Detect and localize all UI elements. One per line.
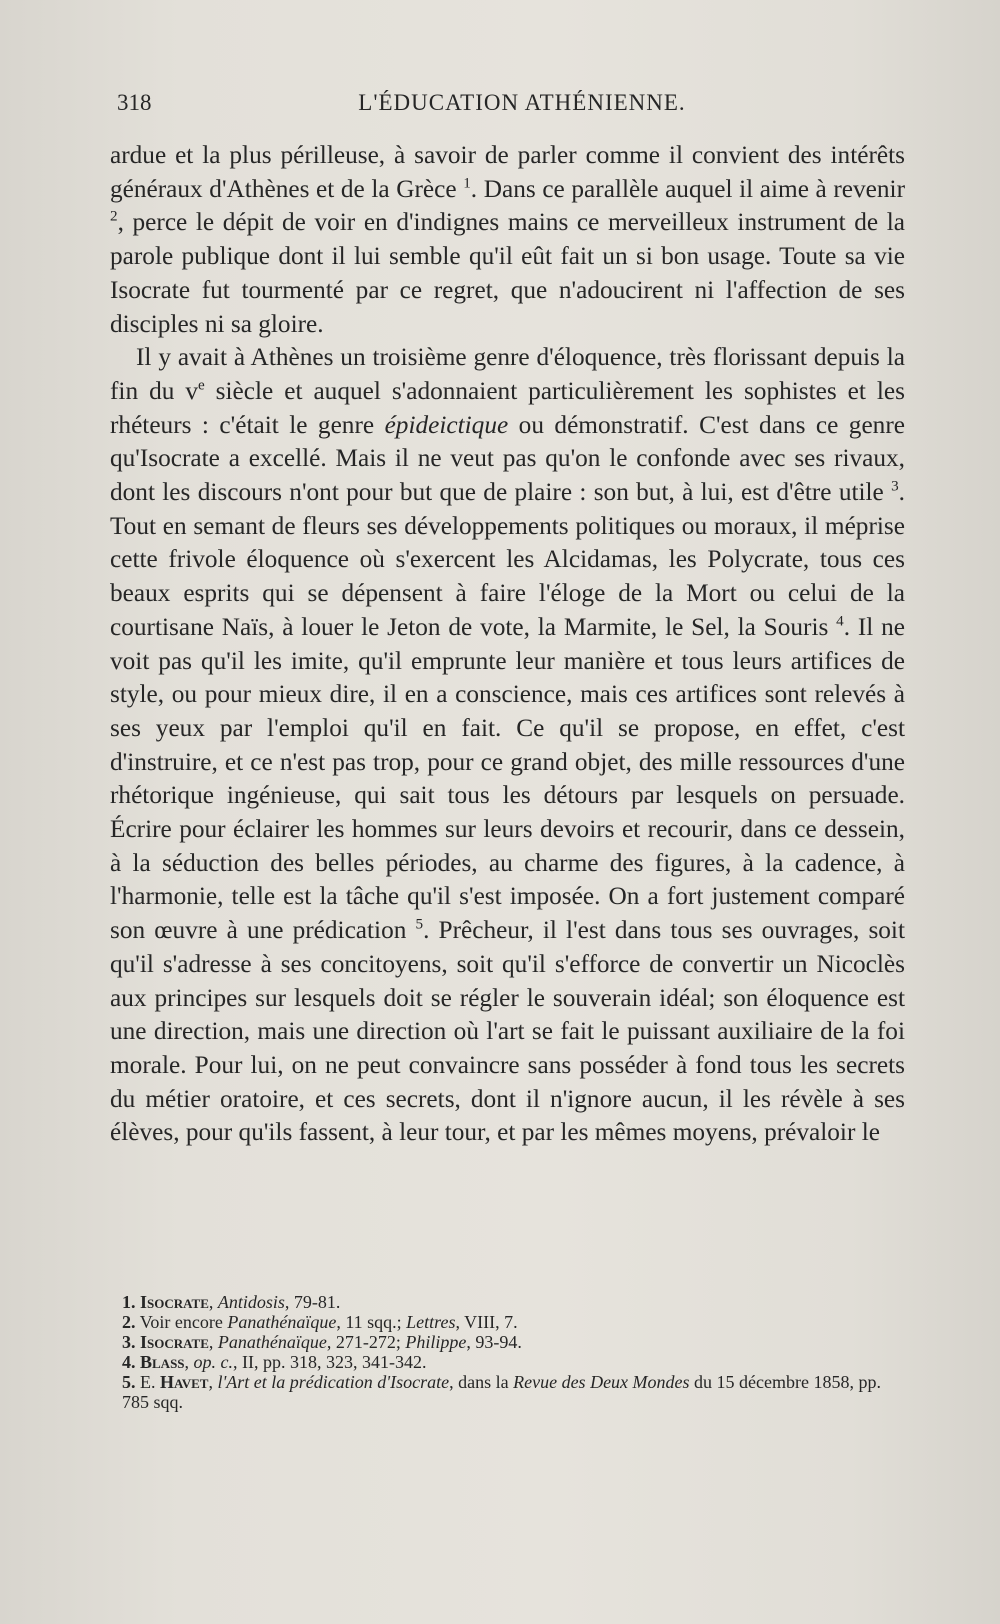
- footnote: 3. Isocrate, Panathénaïque, 271-272; Philippe, 93-94.: [122, 1332, 522, 1352]
- footnotes: [110, 1292, 910, 1412]
- main-text: [110, 139, 905, 1150]
- footnote-ref: 3: [891, 477, 899, 495]
- running-title: L'ÉDUCATION ATHÉNIENNE.: [358, 90, 686, 115]
- footnote: 1. Isocrate, Antidosis, 79-81.: [122, 1292, 341, 1312]
- footnote: 5. E. Havet, l'Art et la prédication d'Isocrate, dans la Revue des Deux Mondes du 15 décembre 1858, pp. 785 sqq.: [122, 1372, 881, 1412]
- paragraph: ardue et la plus périlleuse, à savoir de parler comme il convient des intérêts généraux d'Athènes et de la Grèce $^1$. Dans ce parallèle auquel il aime à revenir $^2$, perce le dépit de voir en d'indignes mains ce merveilleux instrument de la parole publique dont il lui semble qu'il eût fait un si bon usage. Toute sa vie Isocrate fut tourmenté par ce regret, que n'adoucirent ni l'affection de ses disciples ni sa gloire.: [110, 141, 906, 338]
- footnote-ref: 1: [463, 174, 471, 192]
- footnote-ref: 2: [110, 207, 118, 225]
- emphasis: épideictique: [384, 410, 509, 439]
- footnote: 4. Blass, op. c., II, pp. 318, 323, 341-342.: [122, 1352, 427, 1372]
- footnote-ref: 5: [415, 915, 424, 933]
- footnote-ref: 4: [836, 612, 844, 630]
- footnote: 2. Voir encore Panathénaïque, 11 sqq.; Lettres, VIII, 7.: [122, 1312, 518, 1332]
- page-header: [117, 90, 887, 120]
- superscript: e: [197, 376, 205, 394]
- page-number: 318: [117, 90, 152, 115]
- paragraph: Il y avait à Athènes un troisième genre d'éloquence, très florissant depuis la fin du $v^e$ siècle et auquel s'adonnaient particulièrement les sophistes et les rhéteurs : c'était le genre épideictique ou démonstratif. C'est dans ce genre qu'Isocrate a excellé. Mais il ne veut pas qu'on le confonde avec ses rivaux, dont les discours n'ont pour but que de plaire : son but, à lui, est d'être utile $^3$. Tout en semant de fleurs ses développements politiques ou moraux, il méprise cette frivole éloquence où s'exercent les Alcidamas, les Polycrate, tous ces beaux esprits qui se dépensent à faire l'éloge de la Mort ou celui de la courtisane Naïs, à louer le Jeton de vote, la Marmite, le Sel, la Souris $^4$. Il ne voit pas qu'il les imite, qu'il emprunte leur manière et tous leurs artifices de style, ou pour mieux dire, il en a conscience, mais ces artifices sont relevés à ses yeux par l'emploi qu'il en fait. Ce qu'il se propose, en effet, c'est d'instruire, et ce n'est pas trop, pour ce grand objet, des mille ressources d'une rhétorique ingénieuse, qui sait tous les détours par lesquels on persuade. Écrire pour éclairer les hommes sur leurs devoirs et recourir, dans ce dessein, à la séduction des belles périodes, au charme des figures, à la cadence, à l'harmonie, telle est la tâche qu'il s'est imposée. On a fort justement comparé son œuvre à une prédication $^5$. Prêcheur, il l'est dans tous ses ouvrages, soit qu'il s'adresse à ses concitoyens, soit qu'il s'efforce de convertir un Nicoclès aux principes sur lesquels doit se régler le souverain idéal; son éloquence est une direction, mais une direction où l'art se fait le puissant auxiliaire de la foi morale. Pour lui, on ne peut convaincre sans posséder à fond tous les secrets du métier oratoire, et ces secrets, dont il n'ignore aucun, il les révèle à ses élèves, pour qu'ils fassent, à leur tour, et par les mêmes moyens, prévaloir le: [110, 343, 906, 1147]
